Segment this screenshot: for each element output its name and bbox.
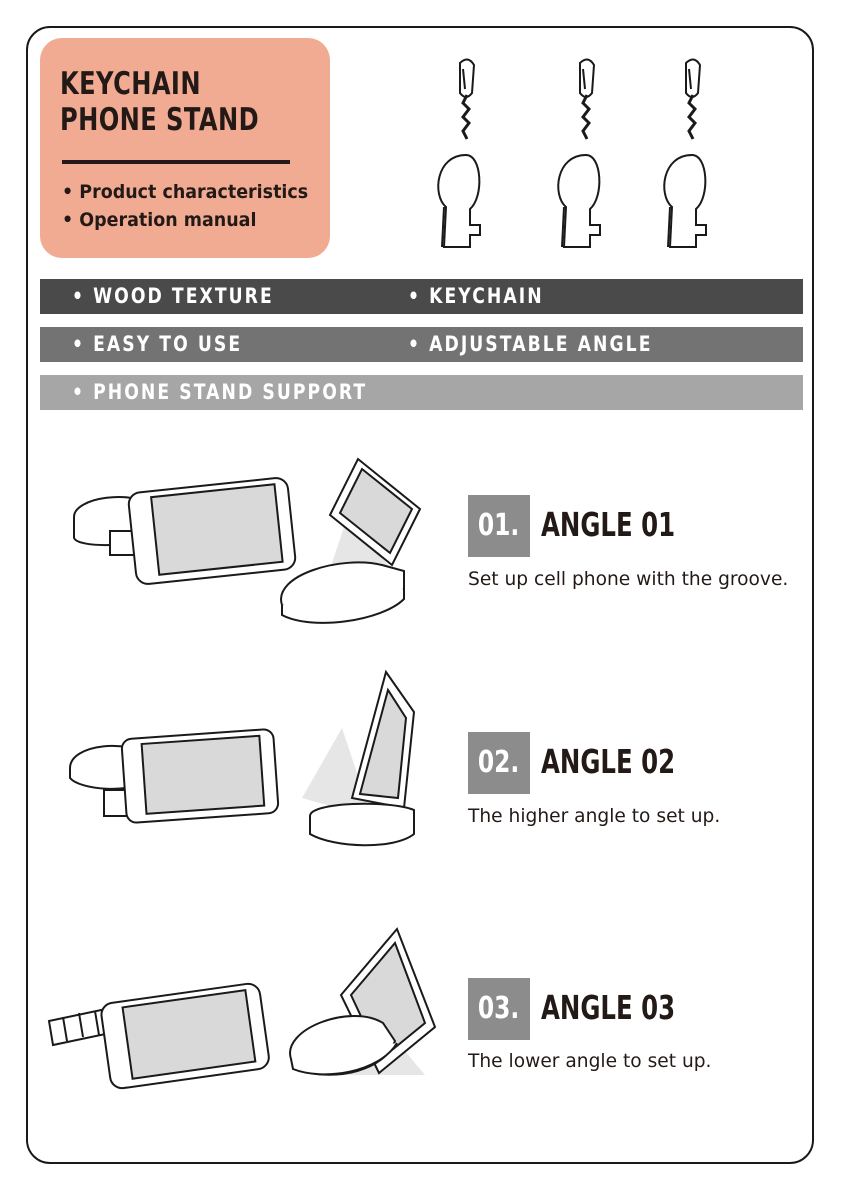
feature-adjustable-angle: • ADJUSTABLE ANGLE	[408, 332, 653, 356]
step-01-title: ANGLE 01	[541, 505, 676, 544]
step-02-title: ANGLE 02	[541, 742, 676, 781]
phone-landscape-icon	[100, 982, 270, 1089]
title-line-2: PHONE STAND	[60, 102, 260, 138]
phone-tilted-icon	[352, 672, 414, 808]
title-line-1: KEYCHAIN	[60, 66, 201, 102]
step-02-number: 02.	[478, 745, 520, 780]
stand-base-icon	[281, 562, 404, 622]
phone-landscape-icon	[128, 477, 297, 585]
keychain-icon	[664, 59, 706, 247]
feature-keychain: • KEYCHAIN	[408, 284, 544, 308]
product-title	[60, 66, 259, 138]
title-divider	[62, 160, 290, 164]
feature-easy-to-use: • EASY TO USE	[72, 332, 243, 356]
feature-wood-texture: • WOOD TEXTURE	[72, 284, 274, 308]
step-03-badge	[468, 978, 530, 1040]
keychain-icon	[558, 59, 600, 247]
contents-item-manual: • Operation manual	[62, 209, 257, 231]
step-03-description: The lower angle to set up.	[468, 1050, 712, 1072]
step-03-title: ANGLE 03	[541, 988, 676, 1027]
title-card	[40, 38, 330, 258]
contents-item-characteristics: • Product characteristics	[62, 181, 309, 203]
keychain-icon	[438, 59, 480, 247]
phone-landscape-icon	[121, 729, 278, 823]
feature-phone-stand-support: • PHONE STAND SUPPORT	[72, 380, 368, 404]
feature-band-3	[40, 375, 803, 410]
keychain-illustration	[420, 55, 740, 255]
contents-list	[62, 178, 330, 234]
angle-03-illustration	[45, 925, 440, 1095]
step-01-description: Set up cell phone with the groove.	[468, 568, 789, 590]
angle-02-illustration	[60, 668, 430, 858]
step-02-badge	[468, 732, 530, 794]
feature-band-2	[40, 327, 803, 362]
step-01-number: 01.	[478, 508, 520, 543]
step-02-description: The higher angle to set up.	[468, 805, 721, 827]
angle-01-illustration	[60, 455, 430, 635]
feature-band-1	[40, 279, 803, 314]
step-03-number: 03.	[478, 991, 520, 1026]
step-01-badge	[468, 495, 530, 557]
stand-base-icon	[310, 804, 414, 846]
